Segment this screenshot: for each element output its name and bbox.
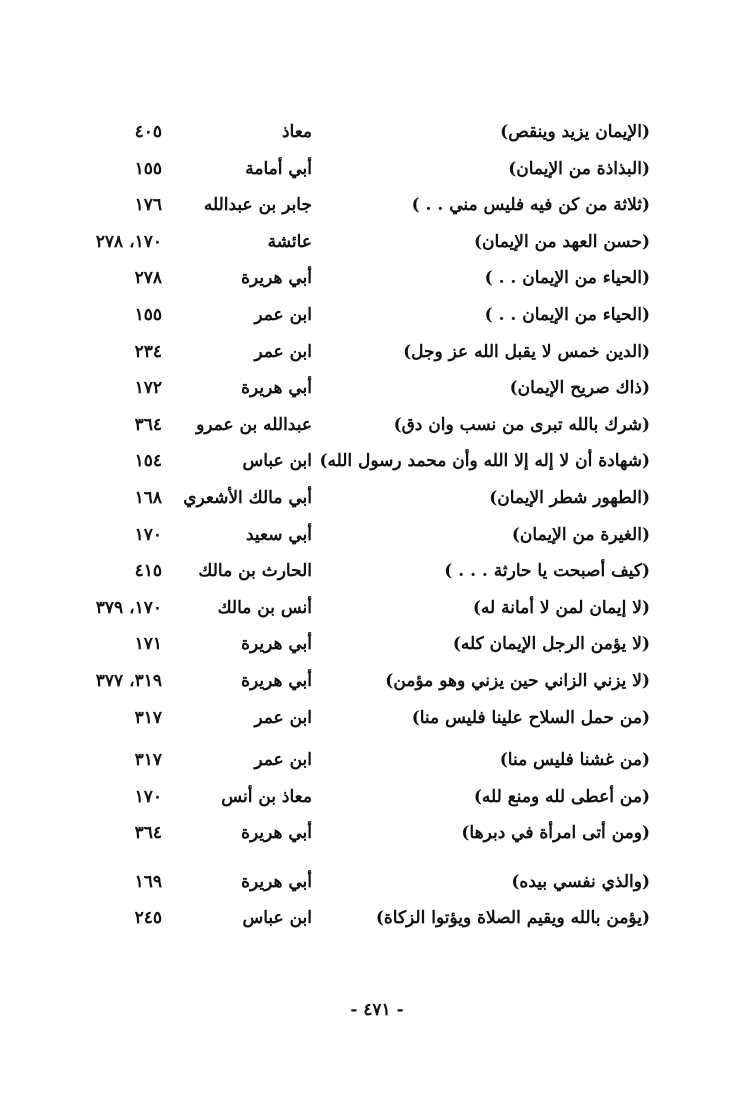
- hadith-text: (والذي نفسي بيده): [511, 871, 650, 892]
- hadith-text: (ثلاثة من كن فيه فليس مني . . ): [411, 195, 650, 216]
- page-reference: ٣٦٤: [134, 823, 162, 844]
- narrator-name: جابر بن عبدالله: [203, 195, 312, 216]
- page-reference: ١٧٠: [134, 524, 162, 545]
- index-row: [0, 663, 754, 700]
- page-reference: ٤٠٥: [134, 122, 162, 142]
- index-row: [0, 626, 754, 663]
- page-reference: ٢٧٨: [134, 268, 162, 289]
- index-row: [0, 553, 754, 590]
- narrator-name: أنس بن مالك: [217, 597, 312, 618]
- narrator-name: أبي هريرة: [241, 871, 312, 892]
- narrator-name: الحارث بن مالك: [198, 561, 312, 582]
- index-row: [0, 260, 754, 297]
- index-row: [0, 151, 754, 188]
- index-row: [0, 815, 754, 852]
- narrator-name: أبي هريرة: [241, 670, 312, 691]
- index-row: [0, 864, 754, 901]
- page-reference: ١٥٤: [134, 451, 162, 472]
- hadith-text: (البذاذة من الإيمان): [508, 158, 650, 179]
- narrator-name: ابن عمر: [254, 341, 312, 362]
- index-row: [0, 779, 754, 816]
- narrator-name: أبي سعيد: [245, 524, 312, 545]
- narrator-name: أبي هريرة: [241, 823, 312, 844]
- index-row: [0, 900, 754, 937]
- narrator-name: معاذ: [281, 122, 312, 142]
- page-reference: ١٥٥: [134, 304, 162, 325]
- hadith-text: (الحياء من الإيمان . . ): [484, 268, 650, 289]
- narrator-name: معاذ بن أنس: [221, 786, 312, 807]
- narrator-name: ابن عباس: [242, 451, 312, 472]
- narrator-name: أبي هريرة: [241, 634, 312, 655]
- page-reference: ١٧٠، ٣٧٩: [95, 597, 162, 618]
- page-reference: ١٥٥: [134, 158, 162, 179]
- page-reference: ١٦٩: [134, 871, 162, 892]
- hadith-text: (ومن أتى امرأة في دبرها): [461, 823, 650, 844]
- page-reference: ٢٤٥: [134, 908, 162, 929]
- page-reference: ٣١٧: [134, 750, 162, 771]
- narrator-name: ابن عباس: [242, 908, 312, 929]
- narrator-name: ابن عمر: [254, 304, 312, 325]
- index-row: [0, 187, 754, 224]
- narrator-name: أبي مالك الأشعري: [183, 487, 312, 508]
- hadith-text: (كيف أصبحت يا حارثة . . . ): [444, 561, 650, 582]
- page-reference: ١٧١: [134, 634, 162, 655]
- hadith-text: (من حمل السلاح علينا فليس منا): [411, 707, 650, 728]
- page-number: - ٤٧١ -: [350, 1000, 404, 1020]
- hadith-index-table: [0, 114, 754, 937]
- hadith-text: (لا يزني الزاني حين يزني وهو مؤمن): [385, 670, 650, 691]
- hadith-text: (يؤمن بالله ويقيم الصلاة ويؤتوا الزكاة): [375, 908, 650, 929]
- index-row: [0, 742, 754, 779]
- page-reference: ٢٣٤: [134, 341, 162, 362]
- index-row: [0, 407, 754, 444]
- narrator-name: أبي أمامة: [245, 158, 312, 179]
- narrator-name: ابن عمر: [254, 707, 312, 728]
- index-row: [0, 114, 754, 151]
- hadith-text: (لا يؤمن الرجل الإيمان كله): [452, 634, 650, 655]
- hadith-text: (شهادة أن لا إله إلا الله وأن محمد رسول الله): [319, 451, 650, 472]
- page-reference: ١٧٠: [134, 786, 162, 807]
- index-row: [0, 443, 754, 480]
- hadith-text: (الإيمان يزيد وينقص): [500, 122, 650, 142]
- hadith-text: (من أعطى لله ومنع لله): [473, 786, 650, 807]
- narrator-name: عائشة: [267, 231, 312, 252]
- hadith-text: (الدين خمس لا يقبل الله عز وجل): [403, 341, 650, 362]
- index-row: [0, 700, 754, 737]
- page-reference: ١٧٠، ٢٧٨: [95, 231, 162, 252]
- hadith-text: (الحياء من الإيمان . . ): [484, 304, 650, 325]
- index-row: [0, 334, 754, 371]
- page-reference: ١٦٨: [134, 487, 162, 508]
- index-row: [0, 297, 754, 334]
- index-row: [0, 480, 754, 517]
- hadith-text: (الغيرة من الإيمان): [511, 524, 650, 545]
- hadith-text: (لا إيمان لمن لا أمانة له): [472, 597, 650, 618]
- hadith-text: (شرك بالله تبرى من نسب وان دق): [393, 414, 650, 435]
- index-row: [0, 517, 754, 554]
- hadith-text: (حسن العهد من الإيمان): [473, 231, 650, 252]
- narrator-name: عبدالله بن عمرو: [196, 414, 312, 435]
- page-reference: ١٧٦: [134, 195, 162, 216]
- narrator-name: أبي هريرة: [241, 268, 312, 289]
- page-reference: ٤١٥: [134, 561, 162, 582]
- index-row: [0, 370, 754, 407]
- hadith-text: (الطهور شطر الإيمان): [489, 487, 650, 508]
- index-row: [0, 590, 754, 627]
- page-reference: ١٧٢: [134, 378, 162, 399]
- hadith-text: (من غشنا فليس منا): [499, 750, 650, 771]
- hadith-text: (ذاك صريح الإيمان): [509, 378, 650, 399]
- narrator-name: ابن عمر: [254, 750, 312, 771]
- narrator-name: أبي هريرة: [241, 378, 312, 399]
- page-reference: ٣١٩، ٣٧٧: [95, 670, 162, 691]
- page-reference: ٣٦٤: [134, 414, 162, 435]
- page-reference: ٣١٧: [134, 707, 162, 728]
- index-row: [0, 224, 754, 261]
